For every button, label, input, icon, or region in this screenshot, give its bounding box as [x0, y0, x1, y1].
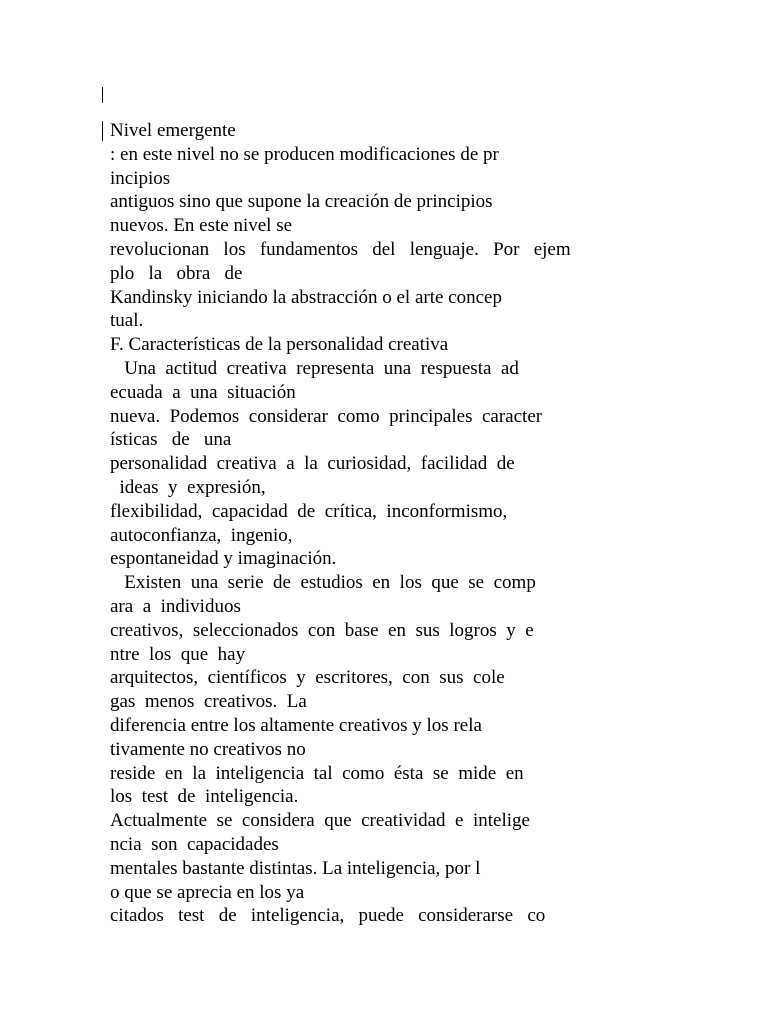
- text-line: ísticas de una: [110, 429, 232, 451]
- text-line: ideas y expresión,: [110, 476, 266, 498]
- text-line: Existen una serie de estudios en los que se comp: [110, 572, 536, 594]
- text-line: mentales bastante distintas. La inteligencia, por l: [110, 857, 481, 879]
- text-line: reside en la inteligencia tal como ésta se mide en: [110, 762, 524, 784]
- text-line: ecuada a una situación: [110, 381, 296, 403]
- text-line: creativos, seleccionados con base en sus logros y e: [110, 619, 534, 641]
- text-line: los test de inteligencia.: [110, 786, 299, 808]
- text-line: Kandinsky iniciando la abstracción o el arte concep: [110, 286, 502, 308]
- text-line: revolucionan los fundamentos del lenguaje. Por ejem: [110, 238, 571, 260]
- text-line: nueva. Podemos considerar como principales caracter: [110, 405, 543, 427]
- text-line: ntre los que hay: [110, 643, 246, 665]
- text-line: personalidad creativa a la curiosidad, facilidad de: [110, 453, 515, 475]
- text-line: ara a individuos: [110, 595, 241, 617]
- text-line: antiguos sino que supone la creación de principios: [110, 191, 493, 213]
- text-line: diferencia entre los altamente creativos y los rela: [110, 714, 482, 736]
- text-line: plo la obra de: [110, 262, 243, 284]
- text-line: autoconfianza, ingenio,: [110, 524, 293, 546]
- text-line: flexibilidad, capacidad de crítica, inconformismo,: [110, 500, 508, 522]
- text-line: arquitectos, científicos y escritores, con sus cole: [110, 667, 505, 689]
- text-line: incipios: [110, 167, 171, 189]
- text-line: gas menos creativos. La: [110, 691, 307, 713]
- text-line: ncia son capacidades: [110, 833, 279, 855]
- text-line: o que se aprecia en los ya: [110, 881, 305, 903]
- text-line: espontaneidad y imaginación.: [110, 548, 337, 570]
- text-line: tual.: [110, 310, 144, 332]
- text-cursor-mark: [102, 87, 103, 103]
- text-line: nuevos. En este nivel se: [110, 215, 293, 237]
- text-line: Actualmente se considera que creatividad e intelige: [110, 810, 530, 832]
- text-line: : en este nivel no se producen modificaciones de pr: [110, 143, 499, 165]
- paragraph-margin-mark: [102, 121, 103, 141]
- document-body[interactable]: [110, 119, 650, 928]
- section-heading: Nivel emergente: [110, 120, 236, 141]
- section-heading: F. Características de la personalidad creativa: [110, 334, 449, 356]
- text-line: Una actitud creativa representa una respuesta ad: [110, 357, 519, 379]
- text-line: citados test de inteligencia, puede considerarse co: [110, 905, 546, 927]
- text-line: tivamente no creativos no: [110, 738, 306, 760]
